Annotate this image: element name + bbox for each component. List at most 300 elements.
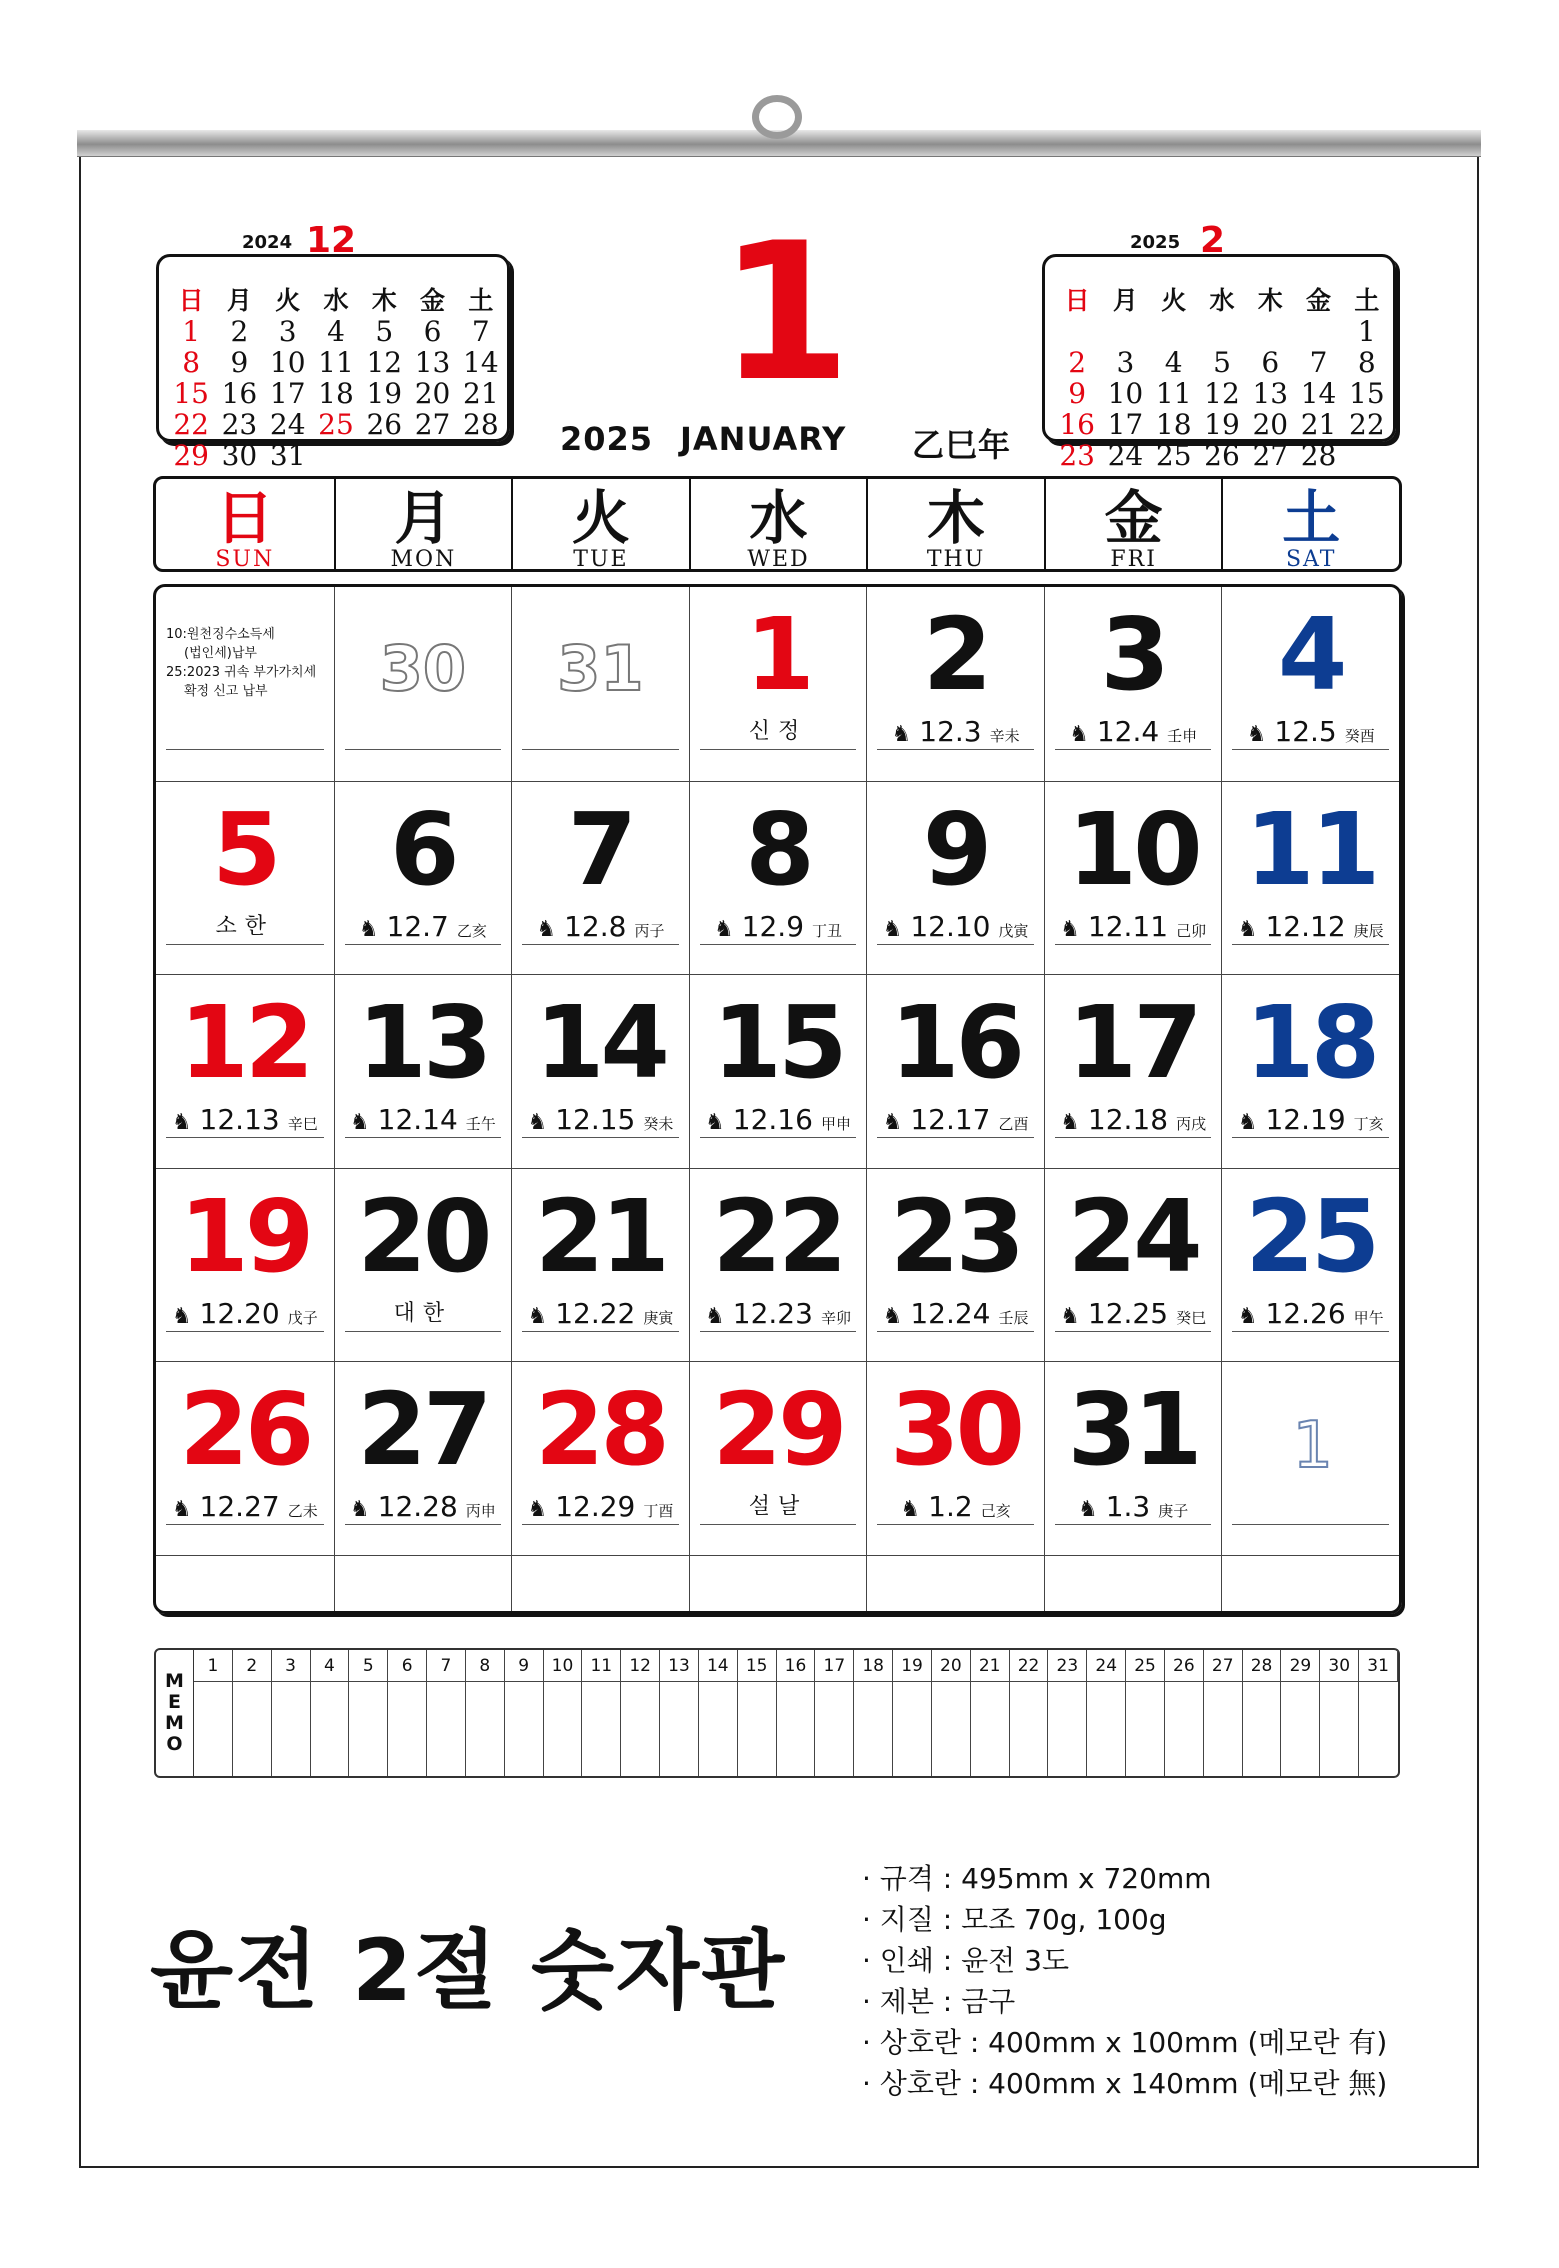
ganzhi-label: 辛未: [989, 727, 1020, 745]
mini-weekday: 月: [226, 286, 252, 315]
day-number: 2: [922, 596, 989, 713]
day-subline: [345, 1297, 502, 1332]
mini-day: 21: [1300, 408, 1337, 441]
horse-icon: ♞: [1237, 1303, 1258, 1329]
lunar-date: 12.19: [1265, 1103, 1346, 1137]
day-cell: [1044, 1361, 1222, 1555]
mini-day: 8: [182, 346, 201, 379]
mini-day: 25: [318, 408, 354, 441]
mini-weekday: 火: [1161, 286, 1187, 315]
day-subline: [1055, 1297, 1212, 1332]
mini-day: 11: [318, 346, 354, 379]
mini-day: 3: [278, 315, 297, 348]
ganzhi-label: 戊寅: [998, 921, 1029, 940]
day-subline: [345, 1490, 502, 1525]
memo-day-number: 26: [1165, 1650, 1204, 1682]
mini-weekday: 木: [1257, 286, 1283, 315]
mini-day: 30: [221, 439, 258, 472]
ox-icon: ♞: [891, 722, 912, 747]
memo-write-cell: [1243, 1682, 1282, 1776]
weekday-label: THU: [926, 547, 986, 572]
memo-day-number: 10: [544, 1650, 583, 1682]
holiday-name: 설날: [748, 1494, 808, 1520]
mini-weekday: 日: [1064, 286, 1090, 315]
day-subline: [522, 1490, 679, 1525]
prev-month-number: 12: [306, 220, 357, 261]
mini-day: 17: [1107, 408, 1144, 441]
day-cell: [334, 1361, 512, 1555]
lunar-date: 12.24: [910, 1296, 991, 1330]
mini-day: 10: [269, 346, 306, 379]
day-cell: [334, 587, 512, 781]
memo-write-cell: [971, 1682, 1010, 1776]
day-number: 14: [534, 984, 666, 1102]
weekday-sat: [1221, 479, 1399, 571]
lunar-date: 12.18: [1087, 1103, 1169, 1137]
day-subline: [1055, 1490, 1212, 1525]
ganzhi-label: 庚子: [1158, 1502, 1189, 1521]
rat-icon: ♞: [536, 916, 557, 942]
ganzhi-label: 丁亥: [1353, 1115, 1384, 1134]
day-subline: [166, 1490, 324, 1525]
mini-day: 31: [269, 439, 306, 472]
day-number: 31: [1067, 1371, 1199, 1489]
weekday-label: SUN: [215, 547, 275, 572]
memo-write-cell: [1359, 1682, 1398, 1776]
mini-day: 21: [463, 377, 499, 410]
day-subline: [877, 1297, 1034, 1332]
rooster-icon: ♞: [1246, 722, 1267, 747]
day-subline: [345, 910, 502, 945]
mini-weekday: 土: [1354, 286, 1380, 315]
day-number: 29: [712, 1371, 844, 1489]
mini-day: 24: [269, 408, 306, 441]
mini-day: 23: [221, 408, 258, 441]
memo-write-cell: [854, 1682, 893, 1776]
memo-day-number: 20: [932, 1650, 971, 1682]
mini-day: 14: [463, 346, 499, 379]
day-cell: [689, 781, 867, 975]
day-number: 17: [1067, 984, 1199, 1102]
day-number: 5: [211, 790, 278, 908]
ganzhi-label: 己亥: [980, 1502, 1011, 1521]
spec-line: · 인쇄 : 윤전 3도: [862, 1944, 1069, 1977]
dragon-icon: ♞: [882, 1303, 903, 1329]
day-number: 27: [357, 1371, 489, 1489]
memo-day-number: 22: [1010, 1650, 1049, 1682]
hanger-ring: [752, 95, 802, 139]
memo-write-cell: [1010, 1682, 1049, 1776]
day-cell: [156, 974, 334, 1168]
rabbit-icon: ♞: [705, 1303, 725, 1329]
dragon-icon: ♞: [1237, 916, 1258, 942]
prev-month-calendar: [156, 220, 510, 472]
day-cell: [511, 781, 689, 975]
day-subline: [1232, 910, 1389, 945]
spec-line: · 규격 : 495mm x 720mm: [862, 1862, 1212, 1895]
day-number: 8: [745, 790, 811, 908]
day-number: 19: [179, 1177, 311, 1295]
lunar-date: 12.22: [555, 1296, 636, 1330]
rabbit-icon: ♞: [1060, 916, 1080, 942]
memo-day-number: 5: [349, 1650, 388, 1682]
memo-letter: M: [165, 1670, 184, 1692]
lunar-date: 12.23: [732, 1296, 813, 1330]
weekday-wed: [689, 479, 867, 571]
rooster-icon: ♞: [527, 1497, 548, 1523]
day-underline: [166, 715, 324, 750]
day-number: 20: [357, 1177, 489, 1295]
prev-month-grid: [167, 285, 505, 471]
day-subline: [166, 910, 324, 945]
weekday-sun: [156, 479, 334, 571]
grid-bottom-band: [1221, 1555, 1399, 1611]
day-subline: [1055, 1103, 1212, 1138]
memo-write-cell: [388, 1682, 427, 1776]
memo-write-cell: [660, 1682, 699, 1776]
lunar-date: 12.27: [199, 1490, 280, 1524]
ganzhi-label: 甲午: [1353, 1308, 1384, 1327]
day-subline: [1055, 910, 1212, 945]
lunar-date: 12.13: [199, 1103, 280, 1137]
day-cell: [1044, 587, 1222, 781]
day-underline: [345, 715, 502, 750]
lunar-date: 12.29: [555, 1490, 636, 1524]
ganzhi-label: 己卯: [1176, 921, 1207, 940]
day-subline: [700, 1297, 857, 1332]
memo-day-number: 3: [272, 1650, 311, 1682]
mini-blank: [1198, 316, 1246, 347]
day-cell: [689, 1361, 867, 1555]
day-subline: [522, 910, 679, 945]
tax-note-line: 확정 신고 납부: [184, 684, 268, 699]
year-label: 2025: [560, 420, 654, 458]
memo-write-cell: [349, 1682, 388, 1776]
lunar-date: 12.25: [1087, 1296, 1169, 1330]
weekday-kanji: 月: [394, 484, 453, 552]
mini-day: 27: [414, 408, 451, 441]
mini-day: 3: [1116, 346, 1135, 379]
horse-icon: ♞: [349, 1110, 370, 1136]
day-number: 15: [712, 984, 844, 1102]
day-subline: [166, 1297, 324, 1332]
weekday-kanji: 木: [927, 484, 986, 552]
day-cell: [866, 1361, 1044, 1555]
mini-day: 9: [230, 346, 249, 379]
lunar-date: 12.12: [1265, 909, 1346, 943]
day-cell: [1221, 1361, 1399, 1555]
day-grid: [153, 584, 1402, 1614]
day-number: 1: [745, 596, 811, 713]
day-subline: [877, 1103, 1034, 1138]
tiger-icon: ♞: [527, 1303, 548, 1329]
day-subline: [1232, 1297, 1389, 1332]
memo-day-number: 17: [815, 1650, 854, 1682]
day-number: 26: [179, 1371, 311, 1489]
mini-day: 12: [366, 346, 403, 379]
month-number: 1: [718, 202, 852, 423]
mini-day: 26: [1204, 439, 1240, 472]
memo-write-cell: [815, 1682, 854, 1776]
rooster-icon: ♞: [882, 1110, 903, 1136]
mini-day: 10: [1107, 377, 1144, 410]
weekday-label: TUE: [573, 547, 629, 572]
sheep-icon: ♞: [527, 1110, 548, 1136]
day-subline: [1232, 1490, 1389, 1525]
memo-write-cell: [699, 1682, 738, 1776]
mini-weekday: 水: [323, 286, 349, 315]
lunar-date: 12.14: [377, 1103, 458, 1137]
mini-day: 23: [1059, 439, 1095, 472]
lunar-date: 12.11: [1087, 909, 1169, 943]
pig-icon: ♞: [358, 916, 379, 942]
day-cell: [156, 587, 334, 781]
day-cell: [866, 781, 1044, 975]
memo-write-cell: [893, 1682, 932, 1776]
memo-write-cell: [738, 1682, 777, 1776]
ganzhi-label: 癸巳: [1176, 1308, 1207, 1327]
lunar-date: 1.3: [1105, 1490, 1151, 1524]
mini-weekday: 金: [1306, 286, 1332, 315]
lunar-date: 12.3: [919, 715, 982, 748]
day-cell: [1221, 974, 1399, 1168]
tax-note-line: (법인세)납부: [184, 646, 257, 661]
ganji-year: 乙巳年: [912, 426, 1012, 464]
grid-bottom-band: [511, 1555, 689, 1611]
memo-day-number: 1: [194, 1650, 233, 1682]
memo-day-number: 4: [311, 1650, 350, 1682]
mini-blank: [1246, 316, 1294, 347]
grid-bottom-band: [156, 1555, 334, 1611]
memo-day-number: 27: [1204, 1650, 1243, 1682]
memo-day-number: 6: [388, 1650, 427, 1682]
day-cell: [511, 1361, 689, 1555]
memo-write-cell: [621, 1682, 660, 1776]
lunar-date: 12.8: [564, 909, 627, 943]
ganzhi-label: 丙戌: [1176, 1115, 1207, 1134]
memo-day-number: 29: [1281, 1650, 1320, 1682]
snake-icon: ♞: [171, 1110, 192, 1136]
memo-day-number: 11: [582, 1650, 621, 1682]
weekday-label: MON: [390, 547, 457, 572]
lunar-date: 12.10: [910, 909, 991, 943]
month-name: JANUARY: [680, 420, 847, 458]
lunar-date: 12.15: [555, 1103, 636, 1137]
day-subline: [1055, 715, 1212, 750]
day-number: 22: [712, 1177, 844, 1295]
mini-weekday: 木: [371, 286, 397, 315]
day-cell: [156, 1168, 334, 1362]
lunar-date: 12.9: [741, 909, 805, 943]
day-subline: [877, 910, 1034, 945]
day-cell: [1044, 781, 1222, 975]
day-cell: [156, 1361, 334, 1555]
tax-note-line: 10:원천징수소득세: [166, 627, 275, 642]
ganzhi-label: 戊子: [287, 1308, 318, 1327]
day-number: 25: [1245, 1177, 1377, 1295]
day-cell: [866, 1168, 1044, 1362]
day-subline: [166, 1103, 324, 1138]
day-cell: [689, 587, 867, 781]
product-name: 윤전 2절 숫자판: [150, 1921, 787, 2021]
next-month-year: 2025: [1130, 232, 1181, 253]
mini-day: 19: [1204, 408, 1240, 441]
ganzhi-label: 丙申: [465, 1502, 496, 1521]
lunar-date: 12.5: [1274, 715, 1337, 748]
spec-line: · 제본 : 금구: [862, 1985, 1016, 2018]
mini-day: 15: [173, 377, 209, 410]
weekday-tue: [511, 479, 689, 571]
monkey-icon: ♞: [705, 1110, 725, 1136]
day-underline: [522, 715, 679, 750]
day-cell: [866, 587, 1044, 781]
memo-write-cell: [582, 1682, 621, 1776]
day-subline: [1232, 715, 1389, 750]
grid-bottom-band: [1044, 1555, 1222, 1611]
mini-day: 5: [375, 315, 394, 348]
mini-day: 18: [318, 377, 354, 410]
day-cell: [334, 781, 512, 975]
memo-letter: M: [165, 1712, 184, 1734]
mini-blank: [1150, 316, 1198, 347]
memo-day-number: 8: [466, 1650, 505, 1682]
weekday-kanji: 金: [1104, 484, 1163, 552]
holiday-name: 신정: [748, 719, 808, 744]
day-subline: [700, 1490, 857, 1525]
day-cell: [334, 1168, 512, 1362]
mini-day: 22: [1349, 408, 1385, 441]
mini-day: 9: [1068, 377, 1087, 410]
day-number: 1: [1292, 1409, 1330, 1484]
weekday-label: FRI: [1110, 547, 1157, 572]
mini-day: 26: [366, 408, 403, 441]
rat-icon: ♞: [1077, 1497, 1098, 1523]
lunar-date: 12.16: [732, 1103, 813, 1137]
day-subline: [700, 1103, 857, 1138]
mini-weekday: 水: [1209, 286, 1235, 315]
weekday-label: SAT: [1285, 547, 1337, 572]
day-number: 6: [390, 790, 456, 908]
memo-day-number: 16: [777, 1650, 816, 1682]
memo-write-cell: [1048, 1682, 1087, 1776]
memo-day-number: 18: [854, 1650, 893, 1682]
day-cell: [334, 974, 512, 1168]
mini-day: 20: [1252, 408, 1289, 441]
prev-month-year: 2024: [242, 232, 293, 253]
lunar-date: 12.4: [1096, 715, 1160, 748]
pig-icon: ♞: [1237, 1110, 1258, 1136]
weekday-kanji: 水: [749, 484, 808, 552]
mini-day: 29: [173, 439, 209, 472]
mini-day: 20: [414, 377, 451, 410]
memo-write-cell: [194, 1682, 233, 1776]
day-number: 30: [379, 632, 466, 705]
memo-day-number: 19: [893, 1650, 932, 1682]
memo-write-cell: [1126, 1682, 1165, 1776]
next-month-number: 2: [1200, 220, 1226, 261]
mini-day: 1: [1357, 315, 1376, 348]
mini-day: 28: [1300, 439, 1337, 472]
day-cell: [689, 1168, 867, 1362]
day-number: 31: [557, 632, 644, 705]
day-number: 23: [889, 1177, 1022, 1295]
spec-line: · 상호란 : 400mm x 100mm (메모란 有): [862, 2026, 1388, 2059]
memo-day-number: 23: [1048, 1650, 1087, 1682]
weekday-header: [153, 476, 1402, 572]
mini-blank: [1053, 316, 1101, 347]
monkey-icon: ♞: [349, 1497, 370, 1523]
sheep-icon: ♞: [171, 1497, 192, 1523]
mini-day: 2: [230, 315, 249, 348]
day-cell: [689, 974, 867, 1168]
day-cell: [1221, 587, 1399, 781]
mini-blank: [1101, 316, 1149, 347]
weekday-kanji: 日: [215, 484, 274, 552]
day-cell: [1221, 781, 1399, 975]
day-cell: [156, 781, 334, 975]
mini-day: 6: [1261, 346, 1280, 379]
day-cell: [866, 974, 1044, 1168]
rat-icon: ♞: [171, 1303, 192, 1329]
memo-write-cell: [427, 1682, 466, 1776]
mini-blank: [1294, 316, 1342, 347]
weekday-kanji: 土: [1282, 484, 1341, 552]
memo-day-number: 30: [1320, 1650, 1359, 1682]
memo-write-cell: [272, 1682, 311, 1776]
mini-day: 18: [1155, 408, 1192, 441]
snake-icon: ♞: [1060, 1303, 1080, 1329]
lunar-date: 1.2: [928, 1490, 973, 1524]
memo-write-cell: [777, 1682, 816, 1776]
mini-day: 11: [1155, 377, 1192, 410]
mini-day: 22: [173, 408, 209, 441]
memo-day-number: 14: [699, 1650, 738, 1682]
memo-day-number: 13: [660, 1650, 699, 1682]
grid-bottom-band: [866, 1555, 1044, 1611]
ganzhi-label: 辛卯: [820, 1308, 851, 1327]
lunar-date: 12.20: [199, 1296, 280, 1330]
ganzhi-label: 壬辰: [998, 1308, 1029, 1327]
lunar-date: 12.28: [377, 1490, 458, 1524]
mini-day: 16: [221, 377, 258, 410]
day-number: 12: [179, 984, 311, 1102]
day-number: 11: [1245, 790, 1377, 908]
memo-write-cell: [1087, 1682, 1126, 1776]
day-number: 4: [1277, 596, 1344, 713]
spec-line: · 지질 : 모조 70g, 100g: [862, 1903, 1167, 1936]
day-number: 3: [1100, 596, 1166, 713]
grid-bottom-band: [334, 1555, 512, 1611]
tax-note-line: 25:2023 귀속 부가가치세: [166, 665, 317, 680]
next-month-grid: [1053, 285, 1391, 471]
ganzhi-label: 癸酉: [1344, 727, 1375, 745]
ganzhi-label: 乙亥: [456, 921, 487, 940]
mini-day: 15: [1349, 377, 1385, 410]
memo-write-cell: [466, 1682, 505, 1776]
day-subline: [1232, 1103, 1389, 1138]
mini-day: 8: [1357, 346, 1376, 379]
day-number: 21: [534, 1177, 666, 1295]
memo-write-cell: [233, 1682, 272, 1776]
grid-bottom-band: [689, 1555, 867, 1611]
ganzhi-label: 丁丑: [812, 921, 843, 940]
dog-icon: ♞: [1060, 1110, 1080, 1136]
memo-strip: [154, 1648, 1400, 1778]
weekday-kanji: 火: [571, 484, 630, 552]
memo-write-cell: [932, 1682, 971, 1776]
mini-day: 2: [1068, 346, 1087, 379]
memo-day-number: 2: [233, 1650, 272, 1682]
